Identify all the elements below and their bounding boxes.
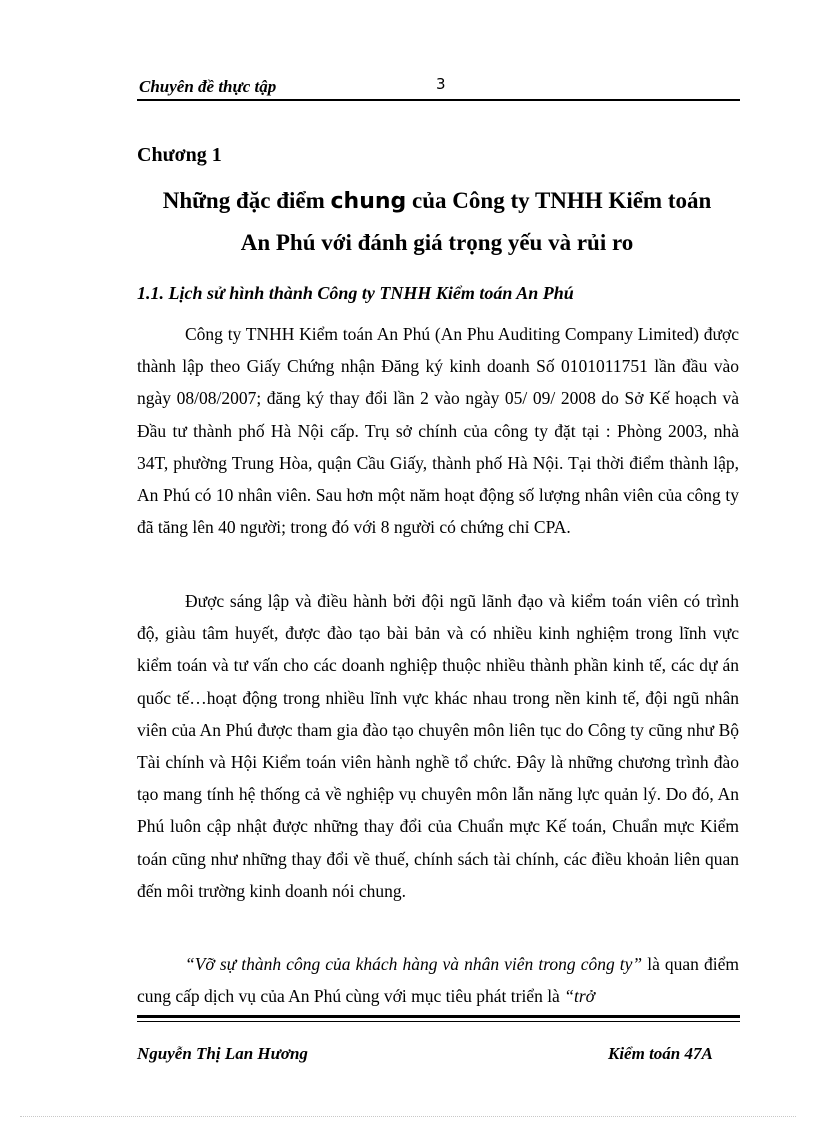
- chapter-label: Chương 1: [137, 144, 222, 166]
- paragraph-2-text: Được sáng lập và điều hành bởi đội ngũ lãnh đạo và kiểm toán viên có trình độ, giàu tâm huyết, được đào tạo bài bản và có nhiều kinh nghiệm trong lĩnh vực kiểm toán và tư vấn cho các doanh nghiệp thuộc nhiều thành phần kinh tế, các dự án quốc tế…hoạt động trong nhiều lĩnh vực khác nhau trong nền kinh tế, đội ngũ nhân viên của An Phú được tham gia đào tạo chuyên môn liên tục do Công ty cũng như Bộ Tài chính và Hội Kiểm toán viên hành nghề tổ chức. Đây là những chương trình đào tạo mang tính hệ thống cả về nghiệp vụ chuyên môn lẫn năng lực quản lý. Do đó, An Phú luôn cập nhật được những thay đổi của Chuẩn mực Kế toán, Chuẩn mực Kiểm toán cũng như những thay đổi về thuế, chính sách tài chính, các điều khoản liên quan đến môi trường kinh doanh nói chung.: [137, 591, 739, 901]
- paragraph-3-text: là quan điểm cung cấp dịch vụ của An Phú cùng với mục tiêu phát triển là: [137, 954, 739, 1007]
- paragraph-2: [137, 585, 739, 907]
- footer-author: Nguyễn Thị Lan Hương: [137, 1044, 308, 1063]
- section-heading: 1.1. Lịch sử hình thành Công ty TNHH Kiểm toán An Phú: [137, 283, 574, 303]
- title-part-a: Những đặc điểm: [162, 188, 331, 213]
- page-bottom-dotted-line: [20, 1116, 796, 1117]
- footer-class: Kiểm toán 47A: [608, 1044, 713, 1063]
- chapter-title-line-1: [137, 188, 737, 214]
- page-number: 3: [436, 75, 446, 93]
- footer-rule-thin: [137, 1021, 740, 1022]
- paragraph-3-quote: “Vỡ sự thành công của khách hàng và nhân viên trong công ty”: [185, 954, 643, 974]
- footer-rule-thick: [137, 1015, 740, 1018]
- chapter-title-line-2: An Phú với đánh giá trọng yếu và rủi ro: [240, 230, 634, 255]
- paragraph-1-text: Công ty TNHH Kiểm toán An Phú (An Phu Auditing Company Limited) được thành lập theo Giấy Chứng nhận Đăng ký kinh doanh Số 0101011751 lần đầu vào ngày 08/08/2007; đăng ký thay đổi lần 2 vào ngày 05/ 09/ 2008 do Sở Kế hoạch và Đầu tư thành phố Hà Nội cấp. Trụ sở chính của công ty đặt tại : Phòng 2003, nhà 34T, phường Trung Hòa, quận Cầu Giấy, thành phố Hà Nội. Tại thời điểm thành lập, An Phú có 10 nhân viên. Sau hơn một năm hoạt động số lượng nhân viên của công ty đã tăng lên 40 người; trong đó với 8 người có chứng chỉ CPA.: [137, 324, 739, 538]
- header-rule: [137, 99, 740, 101]
- paragraph-1: [137, 318, 739, 543]
- title-part-b: chung: [330, 189, 407, 214]
- title-part-c: của Công ty TNHH Kiểm toán: [406, 188, 712, 213]
- page-header: [137, 74, 740, 100]
- paragraph-3: [137, 948, 739, 1012]
- header-title: Chuyên đề thực tập: [139, 77, 277, 96]
- paragraph-3-tail: “trở: [564, 986, 595, 1007]
